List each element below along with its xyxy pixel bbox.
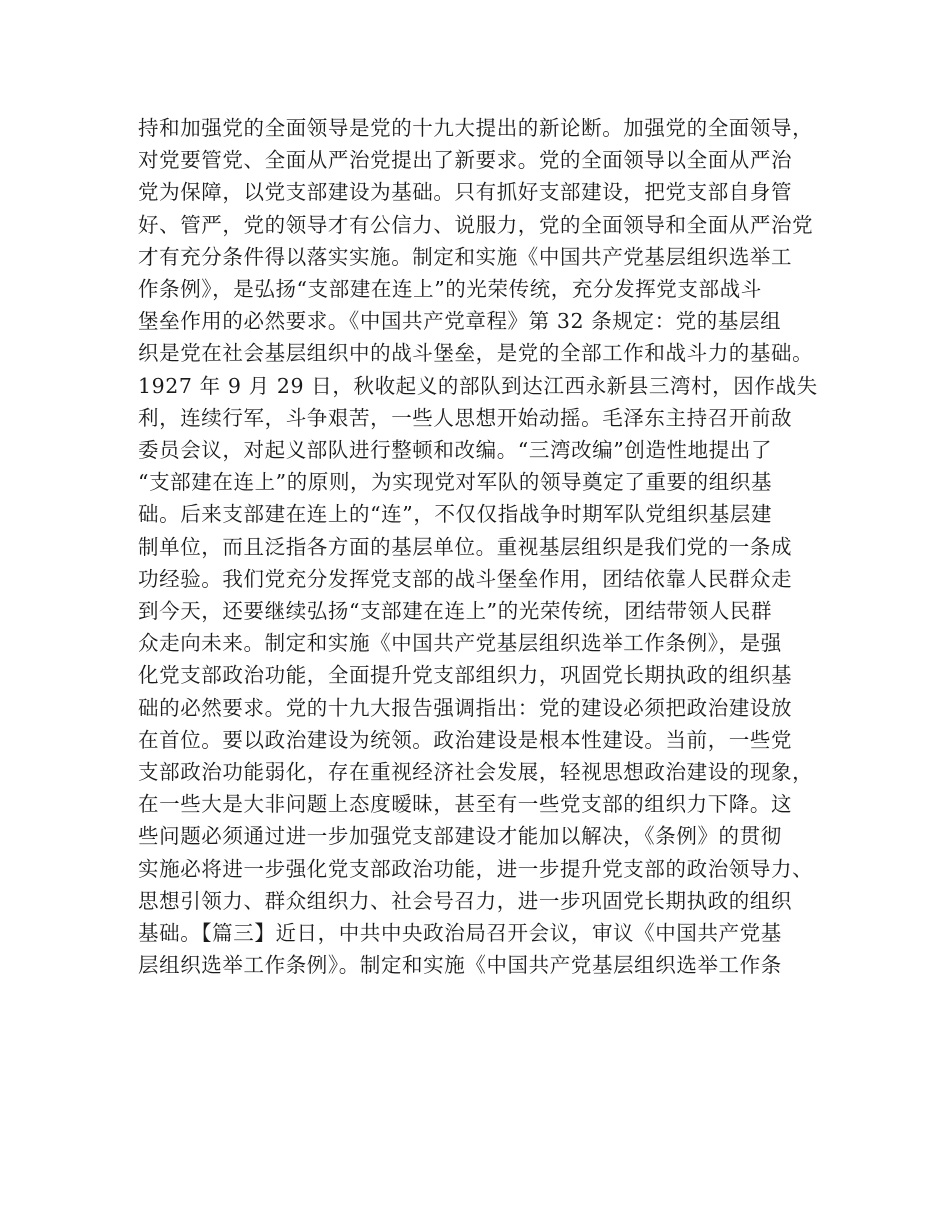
text-line: 众走向未来。制定和实施《中国共产党基层组织选举工作条例》，是强 <box>138 631 782 656</box>
text-line: 思想引领力、群众组织力、社会号召力，进一步巩固党长期执政的组织 <box>138 888 793 913</box>
text-line: 实施必将进一步强化党支部政治功能，进一步提升党支部的政治领导力、 <box>138 856 814 881</box>
text-line: 在首位。要以政治建设为统领。政治建设是根本性建设。当前，一些党 <box>138 727 793 752</box>
text-line: 好、管严，党的领导才有公信力、说服力，党的全面领导和全面从严治党 <box>138 212 814 237</box>
text-line: 对党要管党、全面从严治党提出了新要求。党的全面领导以全面从严治 <box>138 148 793 173</box>
text-line: 委员会议，对起义部队进行整顿和改编。“三湾改编”创造性地提出了 <box>138 438 773 463</box>
text-line: 党为保障，以党支部建设为基础。只有抓好支部建设，把党支部自身管 <box>138 180 793 205</box>
text-line: 支部政治功能弱化，存在重视经济社会发展，轻视思想政治建设的现象， <box>138 760 814 785</box>
text-line: 础。后来支部建在连上的“连”，不仅仅指战争时期军队党组织基层建 <box>138 502 773 527</box>
text-line: 堡垒作用的必然要求。《中国共产党章程》第 32 条规定：党的基层组 <box>138 309 782 334</box>
text-line: 些问题必须通过进一步加强党支部建设才能加以解决，《条例》的贯彻 <box>138 824 782 849</box>
text-line: 持和加强党的全面领导是党的十九大提出的新论断。加强党的全面领导， <box>138 116 814 140</box>
text-line: 作条例》，是弘扬“支部建在连上”的光荣传统，充分发挥党支部战斗 <box>138 277 762 302</box>
text-line: 础的必然要求。党的十九大报告强调指出：党的建设必须把政治建设放 <box>138 695 793 720</box>
text-line: 1927 年 9 月 29 日，秋收起义的部队到达江西永新县三湾村，因作战失 <box>138 373 818 398</box>
text-line: 在一些大是大非问题上态度暧昧，甚至有一些党支部的组织力下降。这 <box>138 792 793 817</box>
text-line: 化党支部政治功能，全面提升党支部组织力，巩固党长期执政的组织基 <box>138 663 793 688</box>
body-text <box>138 112 818 981</box>
text-line: “支部建在连上”的原则，为实现党对军队的领导奠定了重要的组织基 <box>138 470 773 495</box>
text-line: 功经验。我们党充分发挥党支部的战斗堡垒作用，团结依靠人民群众走 <box>138 566 793 591</box>
text-line: 层组织选举工作条例》。制定和实施《中国共产党基层组织选举工作条 <box>138 953 782 978</box>
text-line: 才有充分条件得以落实实施。制定和实施《中国共产党基层组织选举工 <box>138 244 793 269</box>
text-line: 制单位，而且泛指各方面的基层单位。重视基层组织是我们党的一条成 <box>138 534 793 559</box>
text-line: 织是党在社会基层组织中的战斗堡垒，是党的全部工作和战斗力的基础。 <box>138 341 814 366</box>
text-line: 基础。【篇三】近日，中共中央政治局召开会议，审议《中国共产党基 <box>138 921 782 946</box>
text-line: 到今天，还要继续弘扬“支部建在连上”的光荣传统，团结带领人民群 <box>138 599 773 624</box>
text-line: 利，连续行军，斗争艰苦，一些人思想开始动摇。毛泽东主持召开前敌 <box>138 405 793 430</box>
